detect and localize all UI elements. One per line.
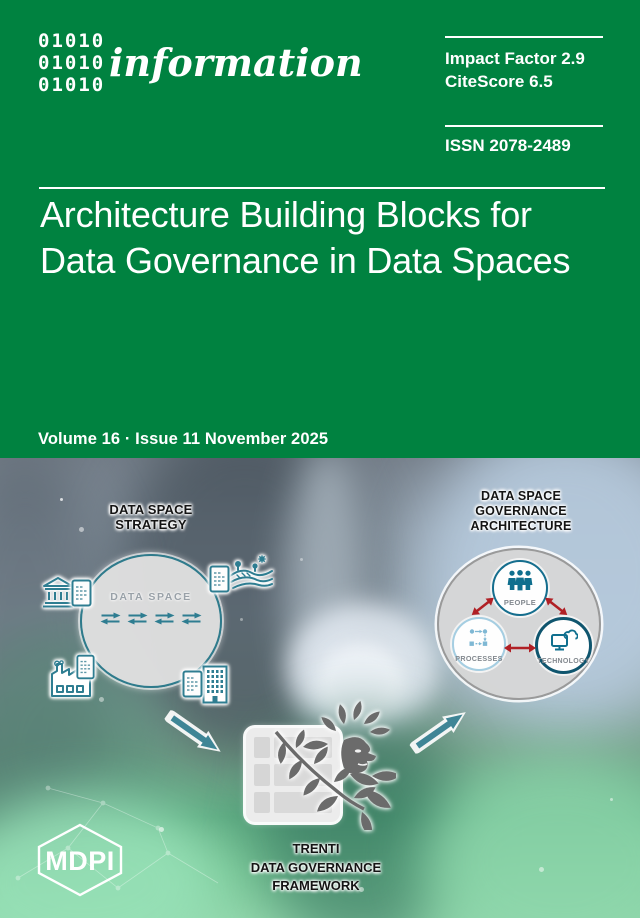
exchange-arrows-icon [181, 612, 203, 625]
people-icon [505, 570, 535, 591]
hub-label: DATA SPACE [110, 591, 192, 603]
framework-line2: DATA GOVERNANCE [250, 859, 382, 875]
framework-line1: TRENTI [292, 841, 340, 856]
issue-title [40, 192, 630, 284]
governance-title-line3: ARCHITECTURE [470, 519, 572, 533]
publisher-logo [32, 822, 128, 898]
issue-title-line2: Data Governance in Data Spaces [40, 240, 571, 281]
framework-title [226, 840, 406, 896]
node-processes [452, 617, 506, 671]
document-icon [76, 654, 95, 680]
strategy-title-line1: DATA SPACE [109, 502, 193, 517]
binary-line: 01010 [38, 30, 106, 52]
publisher-logo-text: MDPI [45, 846, 115, 876]
node-technology [535, 617, 592, 674]
governance-title-line2: GOVERNANCE [475, 504, 567, 518]
binary-logo [38, 30, 105, 96]
technology-icon [550, 629, 578, 652]
node-people-label: PEOPLE [503, 598, 537, 607]
governance-wheel [437, 548, 601, 700]
node-technology-label: TECHNOLOGY [537, 658, 590, 665]
document-icon [71, 579, 92, 607]
exchange-arrows-icon [154, 612, 176, 625]
exchange-arrows-icon [127, 612, 149, 625]
exchange-arrows-row [100, 612, 203, 625]
strategy-title [71, 502, 231, 532]
governance-title-line1: DATA SPACE [480, 489, 561, 503]
document-icon [209, 565, 230, 593]
binary-line: 01010 [38, 74, 106, 96]
document-icon [182, 670, 203, 698]
data-space-hub [80, 554, 222, 688]
impact-factor: Impact Factor 2.9 [445, 49, 585, 68]
trenti-figure-icon [258, 698, 396, 830]
link-arrow-icon [503, 641, 537, 659]
title-divider [39, 187, 605, 189]
farm-icon [229, 553, 273, 593]
metrics-block [445, 36, 603, 93]
bg-mint-right [420, 753, 640, 918]
bank-icon [42, 576, 74, 608]
office-building-icon [202, 665, 228, 704]
volume-issue: Volume 16 · Issue 11 November 2025 [38, 430, 329, 448]
binary-line: 01010 [38, 52, 106, 74]
strategy-title-line2: STRATEGY [115, 517, 187, 532]
issn: ISSN 2078-2489 [445, 125, 603, 156]
citescore: CiteScore 6.5 [445, 72, 553, 91]
processes-icon [467, 628, 491, 649]
exchange-arrows-icon [100, 612, 122, 625]
issue-title-line1: Architecture Building Blocks for [40, 194, 532, 235]
journal-name: information [109, 40, 363, 85]
framework-line3: FRAMEWORK [272, 878, 360, 893]
cover-art [0, 458, 640, 918]
governance-title [441, 489, 601, 534]
bokeh-dots [60, 498, 63, 501]
node-processes-label: PROCESSES [455, 654, 503, 663]
header [0, 0, 640, 458]
